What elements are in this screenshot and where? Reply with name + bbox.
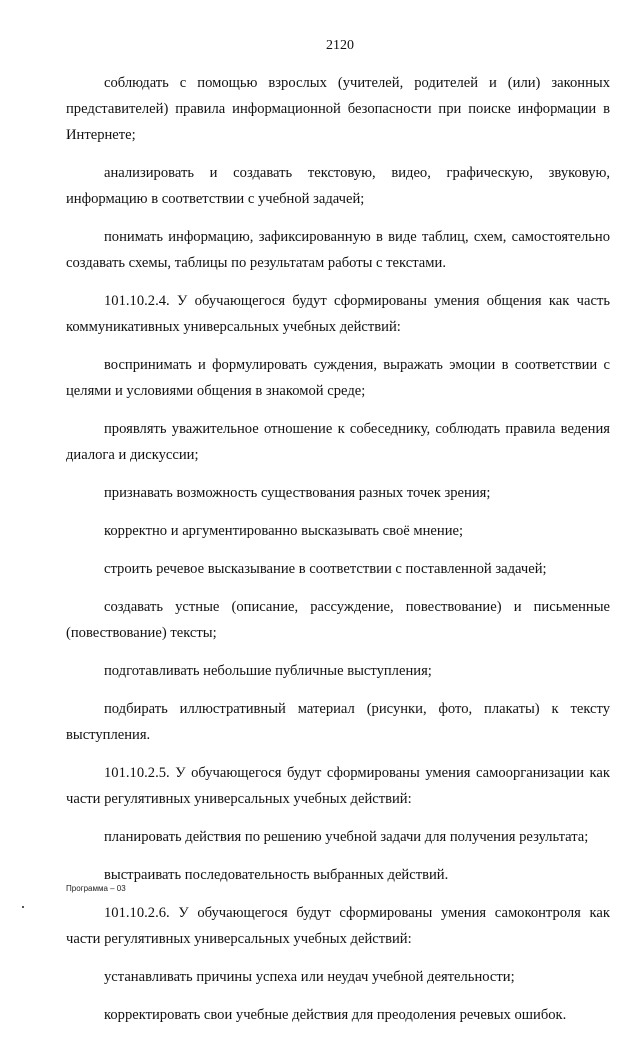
paragraph: воспринимать и формулировать суждения, выражать эмоции в соответствии с целями и условиями общения в знакомой среде; <box>66 357 610 399</box>
paragraph: создавать устные (описание, рассуждение, повествование) и письменные (повествование) тексты; <box>66 599 610 641</box>
paragraph: подготавливать небольшие публичные выступления; <box>104 663 432 679</box>
scan-artifact <box>22 906 24 908</box>
paragraph: устанавливать причины успеха или неудач учебной деятельности; <box>104 969 515 985</box>
paragraph: признавать возможность существования разных точек зрения; <box>104 485 491 501</box>
paragraph: соблюдать с помощью взрослых (учителей, родителей и (или) законных представителей) правила информационной безопасности при поиске информации в Интернете; <box>66 75 610 143</box>
paragraph: анализировать и создавать текстовую, видео, графическую, звуковую, информацию в соответствии с учебной задачей; <box>66 165 610 207</box>
paragraph: строить речевое высказывание в соответствии с поставленной задачей; <box>104 561 547 577</box>
footer-label: Программа – 03 <box>66 884 126 893</box>
section-heading-paragraph: 101.10.2.6. У обучающегося будут сформированы умения самоконтроля как части регулятивных универсальных учебных действий: <box>66 905 610 947</box>
paragraph: проявлять уважительное отношение к собеседнику, соблюдать правила ведения диалога и дискуссии; <box>66 421 610 463</box>
section-heading-paragraph: 101.10.2.5. У обучающегося будут сформированы умения самоорганизации как части регулятивных универсальных учебных действий: <box>66 765 610 807</box>
document-body <box>66 70 610 1040</box>
paragraph: понимать информацию, зафиксированную в виде таблиц, схем, самостоятельно создавать схемы, таблицы по результатам работы с текстами. <box>66 229 610 271</box>
page-number: 2120 <box>326 38 354 53</box>
paragraph: выстраивать последовательность выбранных действий. <box>104 867 449 883</box>
paragraph: планировать действия по решению учебной задачи для получения результата; <box>104 829 589 845</box>
paragraph: корректировать свои учебные действия для преодоления речевых ошибок. <box>104 1007 567 1023</box>
paragraph: подбирать иллюстративный материал (рисунки, фото, плакаты) к тексту выступления. <box>66 701 610 743</box>
section-heading-paragraph: 101.10.2.4. У обучающегося будут сформированы умения общения как часть коммуникативных универсальных учебных действий: <box>66 293 610 335</box>
paragraph: корректно и аргументированно высказывать своё мнение; <box>104 523 464 539</box>
